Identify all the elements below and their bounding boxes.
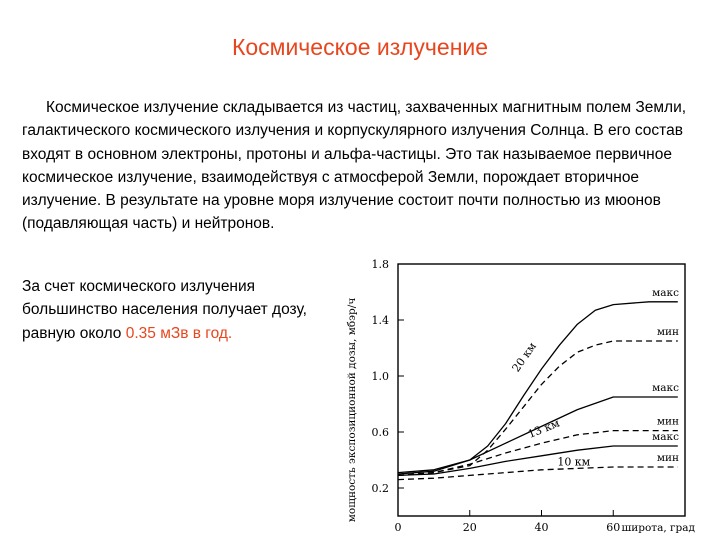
y-axis-label: мощность экспозиционной дозы, мбэр/ч [346, 297, 358, 523]
x-tick-label: 0 [394, 521, 402, 534]
x-tick-label: 20 [462, 521, 477, 534]
series-lines [398, 302, 678, 480]
x-tick-label: 40 [534, 521, 549, 534]
dose-highlight: 0.35 мЗв в год. [125, 324, 233, 342]
series-label: макс [652, 286, 679, 299]
series-label: мин [656, 415, 679, 428]
series-label: мин [656, 452, 679, 464]
x-tick-label: 60 [606, 521, 621, 534]
series-line [398, 302, 678, 473]
group-annotation: 13 км [526, 416, 562, 441]
dose-note-text: За счет космического излучения большинство населения получает дозу, равную около [22, 278, 307, 342]
series-label: макс [652, 431, 679, 443]
intro-paragraph-text: Космическое излучение складывается из частиц, захваченных магнитным полем Земли, галактического космического излучения и корпускулярного излучения Солнца. В его состав входят в основном электроны, протоны и альфа-частицы. Это так называемое первичное космическое излучение, взаимодействуя с атмосферой Земли, порождает вторичное излучение. В результате на уровне моря излучение состоит почти полностью из мюонов (подавляющая часть) и нейтронов. [22, 99, 687, 233]
series-line [398, 341, 678, 475]
y-tick-label: 0.2 [371, 482, 389, 495]
intro-paragraph [22, 96, 694, 236]
group-annotation: 10 км [557, 455, 591, 469]
series-label: макс [652, 382, 679, 394]
radiation-chart [340, 248, 700, 534]
x-axis-label: широта, град [621, 522, 695, 534]
y-tick-label: 1.4 [371, 314, 389, 327]
y-tick-label: 1.0 [371, 370, 389, 383]
chart-axes [372, 258, 696, 534]
series-label: мин [656, 326, 679, 338]
slide-title: Космическое излучение [231, 34, 489, 60]
y-tick-label: 0.6 [371, 426, 389, 439]
group-annotation: 20 км [509, 339, 540, 375]
y-tick-label: 1.8 [371, 258, 389, 271]
y-axis-label-group [346, 298, 358, 523]
dose-note [22, 275, 322, 345]
